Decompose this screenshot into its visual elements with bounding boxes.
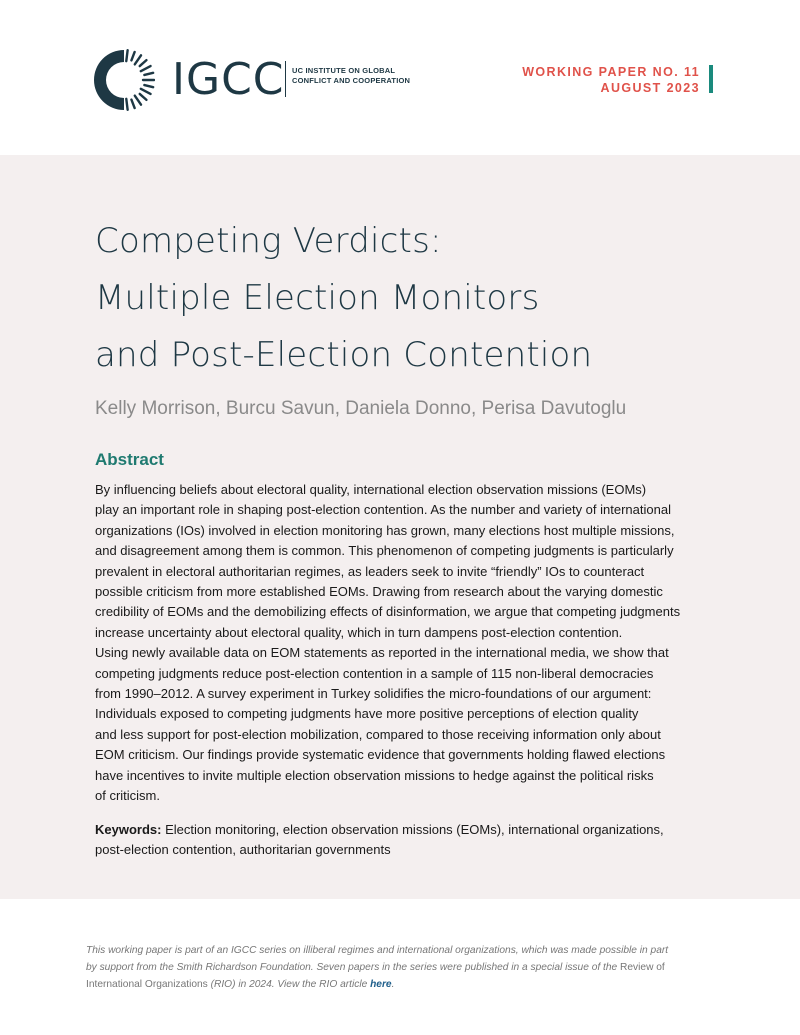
logo-ray xyxy=(126,50,127,61)
logo-ray xyxy=(126,99,127,110)
abstract-line: credibility of EOMs and the demobilizing effects of disinformation, we argue that competing judgments xyxy=(95,604,681,620)
footer-journal-2: International Organizations xyxy=(86,979,208,990)
abstract-line: prevalent in electoral authoritarian regimes, as leaders seek to invite “friendly” IOs to counteract xyxy=(95,563,645,579)
abstract-line: Using newly available data on EOM statements as reported in the international media, we show that xyxy=(95,645,669,661)
keywords-label: Keywords: xyxy=(95,822,162,837)
abstract-line: increase uncertainty about electoral quality, which in turn dampens post-election contention. xyxy=(95,624,623,640)
logo-ray xyxy=(141,66,151,71)
working-paper-meta xyxy=(522,64,700,96)
logo-ray xyxy=(144,85,153,87)
abstract-heading: Abstract xyxy=(95,450,164,469)
logo-subtitle xyxy=(292,66,410,86)
logo-subtitle-line-1: UC INSTITUTE ON GLOBAL xyxy=(292,66,396,75)
title-line-3: and Post-Election Contention xyxy=(95,335,593,375)
logo-ray xyxy=(140,94,147,100)
title-line-2: Multiple Election Monitors xyxy=(95,278,540,318)
abstract-line: EOM criticism. Our findings provide systematic evidence that governments holding flawed elections xyxy=(95,747,666,763)
rio-article-link[interactable]: here xyxy=(370,979,392,990)
logo-ray xyxy=(141,89,151,94)
title-line-1: Competing Verdicts: xyxy=(95,221,442,261)
abstract-line: of criticism. xyxy=(95,788,160,804)
logo-ray xyxy=(135,55,141,64)
logo-ray xyxy=(131,52,134,60)
meta-accent-bar xyxy=(709,65,713,93)
footer-line-1 xyxy=(86,942,726,959)
logo-ray xyxy=(135,96,141,105)
footer-text-2: by support from the Smith Richardson Foundation. Seven papers in the series were published in a special issue of the xyxy=(86,962,618,973)
abstract-line: competing judgments reduce post-election contention in a sample of 115 non-liberal democracies xyxy=(95,665,654,681)
page-header xyxy=(0,0,800,155)
paper-title xyxy=(95,213,735,384)
logo-subtitle-line-2: CONFLICT AND COOPERATION xyxy=(292,76,411,85)
footer-text-end: . xyxy=(391,979,395,990)
logo-ray xyxy=(144,73,153,75)
keywords-line-1 xyxy=(95,820,715,840)
logo-wordmark: IGCC xyxy=(172,54,285,105)
keywords-text-2: post-election contention, authoritarian governments xyxy=(95,842,391,858)
abstract-line: organizations (IOs) involved in election monitoring has grown, many elections host multiple missions, xyxy=(95,522,675,538)
abstract-line: and disagreement among them is common. This phenomenon of competing judgments is particularly xyxy=(95,543,674,559)
footer-journal-1: Review of xyxy=(617,962,665,973)
footer-text-3: (RIO) in 2024. View the RIO article xyxy=(207,979,371,990)
footer-line-2 xyxy=(86,959,726,976)
keywords xyxy=(95,820,715,861)
keywords-text-1: Election monitoring, election observation missions (EOMs), international organizations, xyxy=(161,822,664,837)
footer-line-3 xyxy=(86,976,726,993)
logo-divider xyxy=(285,61,286,97)
logo-ray xyxy=(131,100,134,108)
author-list: Kelly Morrison, Burcu Savun, Daniela Donno, Perisa Davutoglu xyxy=(95,398,627,419)
paper-date: AUGUST 2023 xyxy=(600,81,700,95)
igcc-logo-icon xyxy=(93,49,155,111)
abstract-line: have incentives to invite multiple election observation missions to hedge against the political risks xyxy=(95,767,654,783)
logo-ray xyxy=(140,60,147,66)
footer-text-1: This working paper is part of an IGCC series on illiberal regimes and international organizations, which was made possible in part xyxy=(86,945,669,956)
abstract-body xyxy=(95,480,715,807)
abstract-line: from 1990–2012. A survey experiment in Turkey solidifies the micro-foundations of our argument: xyxy=(95,686,652,702)
abstract-line: By influencing beliefs about electoral quality, international election observation missions (EOMs) xyxy=(95,482,647,497)
abstract-line: possible criticism from more established EOMs. Drawing from research about the varying domestic xyxy=(95,584,663,600)
footer-note xyxy=(86,942,726,993)
abstract-line: Individuals exposed to competing judgments have more positive perceptions of election quality xyxy=(95,706,639,722)
abstract-line: play an important role in shaping post-election contention. As the number and variety of international xyxy=(95,502,671,518)
abstract-line: and less support for post-election mobilization, compared to those receiving information only about xyxy=(95,726,661,742)
paper-number: WORKING PAPER NO. 11 xyxy=(522,65,700,79)
